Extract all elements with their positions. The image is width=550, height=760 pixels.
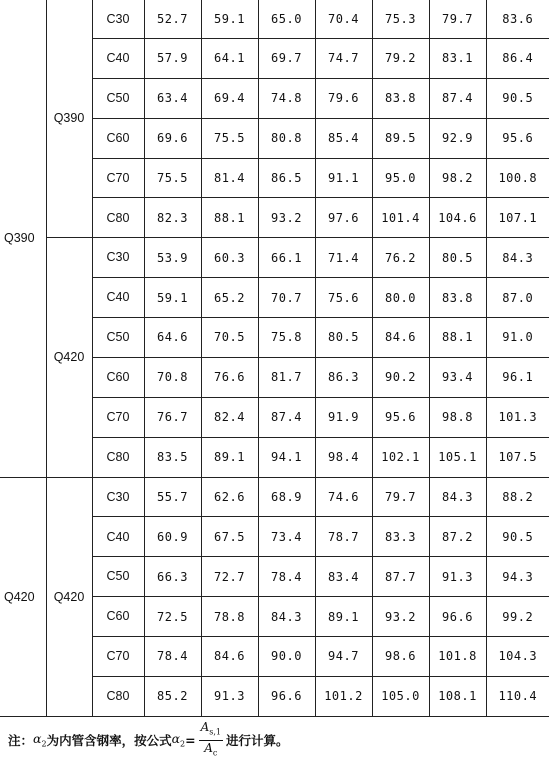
value-cell: 93.4 bbox=[429, 357, 486, 397]
note-suffix: 进行计算。 bbox=[226, 733, 289, 748]
value-cell: 97.6 bbox=[315, 198, 372, 238]
concrete-grade-cell: C30 bbox=[92, 238, 144, 278]
value-cell: 88.1 bbox=[429, 318, 486, 358]
value-cell: 92.9 bbox=[429, 118, 486, 158]
value-cell: 65.2 bbox=[201, 278, 258, 318]
formula-lhs: $\alpha_2$ bbox=[171, 731, 186, 749]
concrete-grade-cell: C60 bbox=[92, 597, 144, 637]
value-cell: 95.0 bbox=[372, 158, 429, 198]
value-cell: 64.6 bbox=[144, 318, 201, 358]
inner-steel-grade-cell: Q420 bbox=[46, 477, 92, 716]
value-cell: 59.1 bbox=[144, 278, 201, 318]
value-cell: 67.5 bbox=[201, 517, 258, 557]
value-cell: 80.5 bbox=[315, 318, 372, 358]
value-cell: 75.5 bbox=[144, 158, 201, 198]
table-row bbox=[0, 238, 549, 278]
value-cell: 93.2 bbox=[372, 597, 429, 637]
value-cell: 69.4 bbox=[201, 78, 258, 118]
concrete-grade-cell: C70 bbox=[92, 637, 144, 677]
value-cell: 98.8 bbox=[429, 397, 486, 437]
value-cell: 110.4 bbox=[486, 676, 549, 716]
value-cell: 52.7 bbox=[144, 0, 201, 38]
value-cell: 63.4 bbox=[144, 78, 201, 118]
value-cell: 105.1 bbox=[429, 437, 486, 477]
value-cell: 86.4 bbox=[486, 38, 549, 78]
concrete-grade-cell: C80 bbox=[92, 198, 144, 238]
value-cell: 96.1 bbox=[486, 357, 549, 397]
value-cell: 83.4 bbox=[315, 557, 372, 597]
value-cell: 68.9 bbox=[258, 477, 315, 517]
value-cell: 83.8 bbox=[372, 78, 429, 118]
value-cell: 75.5 bbox=[201, 118, 258, 158]
value-cell: 84.3 bbox=[258, 597, 315, 637]
value-cell: 90.5 bbox=[486, 517, 549, 557]
value-cell: 76.6 bbox=[201, 357, 258, 397]
concrete-grade-cell: C80 bbox=[92, 437, 144, 477]
value-cell: 66.3 bbox=[144, 557, 201, 597]
value-cell: 94.7 bbox=[315, 637, 372, 677]
value-cell: 78.4 bbox=[144, 637, 201, 677]
formula-equals: = bbox=[185, 732, 196, 748]
value-cell: 91.1 bbox=[315, 158, 372, 198]
inner-steel-grade-cell: Q420 bbox=[46, 238, 92, 477]
value-cell: 60.3 bbox=[201, 238, 258, 278]
value-cell: 84.6 bbox=[201, 637, 258, 677]
value-cell: 59.1 bbox=[201, 0, 258, 38]
outer-steel-grade-cell: Q420 bbox=[0, 477, 46, 716]
value-cell: 62.6 bbox=[201, 477, 258, 517]
value-cell: 101.4 bbox=[372, 198, 429, 238]
concrete-grade-cell: C30 bbox=[92, 477, 144, 517]
value-cell: 70.5 bbox=[201, 318, 258, 358]
value-cell: 91.0 bbox=[486, 318, 549, 358]
value-cell: 66.1 bbox=[258, 238, 315, 278]
table-row bbox=[0, 477, 549, 517]
value-cell: 74.6 bbox=[315, 477, 372, 517]
value-cell: 86.5 bbox=[258, 158, 315, 198]
value-cell: 64.1 bbox=[201, 38, 258, 78]
value-cell: 53.9 bbox=[144, 238, 201, 278]
value-cell: 88.2 bbox=[486, 477, 549, 517]
value-cell: 100.8 bbox=[486, 158, 549, 198]
concrete-grade-cell: C80 bbox=[92, 676, 144, 716]
value-cell: 71.4 bbox=[315, 238, 372, 278]
concrete-grade-cell: C30 bbox=[92, 0, 144, 38]
value-cell: 80.5 bbox=[429, 238, 486, 278]
value-cell: 91.9 bbox=[315, 397, 372, 437]
value-cell: 105.0 bbox=[372, 676, 429, 716]
value-cell: 60.9 bbox=[144, 517, 201, 557]
value-cell: 107.5 bbox=[486, 437, 549, 477]
value-cell: 87.0 bbox=[486, 278, 549, 318]
value-cell: 75.3 bbox=[372, 0, 429, 38]
value-cell: 86.3 bbox=[315, 357, 372, 397]
note-description: 为内管含钢率，按公式 bbox=[46, 733, 172, 748]
value-cell: 78.4 bbox=[258, 557, 315, 597]
value-cell: 70.8 bbox=[144, 357, 201, 397]
outer-steel-grade-cell: Q390 bbox=[0, 0, 46, 477]
fraction-numerator: $A_{s,1}$ bbox=[199, 720, 223, 740]
value-cell: 95.6 bbox=[486, 118, 549, 158]
value-cell: 79.7 bbox=[429, 0, 486, 38]
value-cell: 70.7 bbox=[258, 278, 315, 318]
value-cell: 84.3 bbox=[429, 477, 486, 517]
alpha-symbol: $\alpha_2$ bbox=[33, 731, 47, 749]
value-cell: 94.3 bbox=[486, 557, 549, 597]
value-cell: 74.7 bbox=[315, 38, 372, 78]
value-cell: 101.8 bbox=[429, 637, 486, 677]
value-cell: 76.7 bbox=[144, 397, 201, 437]
value-cell: 78.7 bbox=[315, 517, 372, 557]
value-cell: 104.3 bbox=[486, 637, 549, 677]
value-cell: 108.1 bbox=[429, 676, 486, 716]
value-cell: 98.2 bbox=[429, 158, 486, 198]
fraction-denominator: $A_c$ bbox=[204, 740, 218, 757]
value-cell: 83.5 bbox=[144, 437, 201, 477]
inner-steel-grade-cell: Q390 bbox=[46, 0, 92, 238]
value-cell: 91.3 bbox=[429, 557, 486, 597]
value-cell: 95.6 bbox=[372, 397, 429, 437]
value-cell: 101.2 bbox=[315, 676, 372, 716]
table-row bbox=[0, 0, 549, 38]
value-cell: 81.7 bbox=[258, 357, 315, 397]
value-cell: 89.5 bbox=[372, 118, 429, 158]
value-cell: 79.6 bbox=[315, 78, 372, 118]
note-prefix: 注： bbox=[8, 733, 34, 748]
value-cell: 90.0 bbox=[258, 637, 315, 677]
value-cell: 107.1 bbox=[486, 198, 549, 238]
value-cell: 93.2 bbox=[258, 198, 315, 238]
value-cell: 102.1 bbox=[372, 437, 429, 477]
value-cell: 79.7 bbox=[372, 477, 429, 517]
value-cell: 84.6 bbox=[372, 318, 429, 358]
value-cell: 104.6 bbox=[429, 198, 486, 238]
value-cell: 72.7 bbox=[201, 557, 258, 597]
value-cell: 85.2 bbox=[144, 676, 201, 716]
concrete-grade-cell: C70 bbox=[92, 158, 144, 198]
value-cell: 73.4 bbox=[258, 517, 315, 557]
value-cell: 83.6 bbox=[486, 0, 549, 38]
value-cell: 89.1 bbox=[201, 437, 258, 477]
value-cell: 87.4 bbox=[429, 78, 486, 118]
concrete-grade-cell: C40 bbox=[92, 517, 144, 557]
value-cell: 69.7 bbox=[258, 38, 315, 78]
value-cell: 74.8 bbox=[258, 78, 315, 118]
value-cell: 70.4 bbox=[315, 0, 372, 38]
value-cell: 89.1 bbox=[315, 597, 372, 637]
concrete-grade-cell: C70 bbox=[92, 397, 144, 437]
value-cell: 78.8 bbox=[201, 597, 258, 637]
value-cell: 75.8 bbox=[258, 318, 315, 358]
value-cell: 55.7 bbox=[144, 477, 201, 517]
value-cell: 94.1 bbox=[258, 437, 315, 477]
value-cell: 101.3 bbox=[486, 397, 549, 437]
concrete-grade-cell: C60 bbox=[92, 118, 144, 158]
concrete-grade-cell: C50 bbox=[92, 318, 144, 358]
value-cell: 90.2 bbox=[372, 357, 429, 397]
value-cell: 80.8 bbox=[258, 118, 315, 158]
table-footnote bbox=[8, 720, 289, 757]
value-cell: 87.2 bbox=[429, 517, 486, 557]
value-cell: 87.4 bbox=[258, 397, 315, 437]
value-cell: 65.0 bbox=[258, 0, 315, 38]
concrete-grade-cell: C40 bbox=[92, 38, 144, 78]
value-cell: 83.3 bbox=[372, 517, 429, 557]
value-cell: 69.6 bbox=[144, 118, 201, 158]
formula-fraction bbox=[199, 720, 223, 760]
value-cell: 83.1 bbox=[429, 38, 486, 78]
value-cell: 75.6 bbox=[315, 278, 372, 318]
concrete-grade-cell: C50 bbox=[92, 557, 144, 597]
concrete-grade-cell: C50 bbox=[92, 78, 144, 118]
value-cell: 90.5 bbox=[486, 78, 549, 118]
value-cell: 72.5 bbox=[144, 597, 201, 637]
concrete-grade-cell: C60 bbox=[92, 357, 144, 397]
value-cell: 96.6 bbox=[429, 597, 486, 637]
value-cell: 80.0 bbox=[372, 278, 429, 318]
value-cell: 83.8 bbox=[429, 278, 486, 318]
value-cell: 76.2 bbox=[372, 238, 429, 278]
value-cell: 82.4 bbox=[201, 397, 258, 437]
concrete-grade-cell: C40 bbox=[92, 278, 144, 318]
value-cell: 99.2 bbox=[486, 597, 549, 637]
value-cell: 81.4 bbox=[201, 158, 258, 198]
value-cell: 87.7 bbox=[372, 557, 429, 597]
value-cell: 98.4 bbox=[315, 437, 372, 477]
value-cell: 98.6 bbox=[372, 637, 429, 677]
value-cell: 84.3 bbox=[486, 238, 549, 278]
value-cell: 57.9 bbox=[144, 38, 201, 78]
value-cell: 96.6 bbox=[258, 676, 315, 716]
value-cell: 85.4 bbox=[315, 118, 372, 158]
value-cell: 79.2 bbox=[372, 38, 429, 78]
value-cell: 88.1 bbox=[201, 198, 258, 238]
value-cell: 82.3 bbox=[144, 198, 201, 238]
value-cell: 91.3 bbox=[201, 676, 258, 716]
